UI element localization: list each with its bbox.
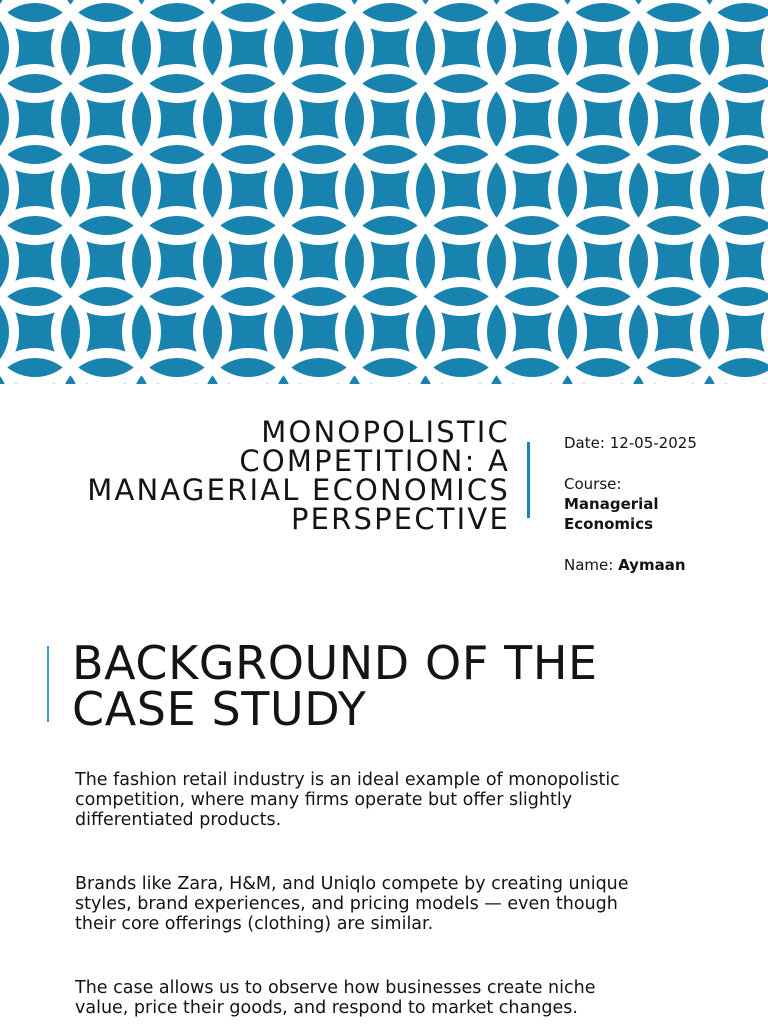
paragraph-line: value, price their goods, and respond to market changes. xyxy=(75,998,578,1018)
name-label: Name: xyxy=(564,556,614,573)
date-value: 12-05-2025 xyxy=(609,434,697,452)
course-value-line: Managerial xyxy=(564,495,659,513)
title-line: COMPETITION: A xyxy=(239,444,510,478)
heading-divider xyxy=(47,646,49,722)
date-line xyxy=(564,433,754,453)
heading-line: CASE STUDY xyxy=(72,682,367,736)
title-line: PERSPECTIVE xyxy=(290,502,510,536)
paragraph-line: differentiated products. xyxy=(75,810,282,830)
course-value xyxy=(564,494,754,534)
paragraph xyxy=(75,978,695,1018)
title-line: MONOPOLISTIC xyxy=(261,415,510,449)
title-divider xyxy=(527,442,530,518)
heading-line: BACKGROUND OF THE xyxy=(72,636,598,690)
background-slide xyxy=(0,598,768,1024)
paragraph-line: their core offerings (clothing) are similar. xyxy=(75,914,434,934)
paragraph-line: competition, where many firms operate but offer slightly xyxy=(75,790,573,810)
slide-heading xyxy=(72,636,712,736)
name-line xyxy=(564,555,754,573)
presentation-title xyxy=(40,415,510,536)
presentation-info xyxy=(564,433,754,573)
paragraph-line: The case allows us to observe how businesses create niche xyxy=(75,978,596,998)
title-line: MANAGERIAL ECONOMICS xyxy=(87,473,510,507)
name-value: Aymaan xyxy=(618,556,686,573)
course-label: Course: xyxy=(564,475,622,493)
circle-pattern-banner xyxy=(0,0,768,384)
paragraph xyxy=(75,770,695,830)
paragraph-line: Brands like Zara, H&M, and Uniqlo compete by creating unique xyxy=(75,874,629,894)
paragraph-line: styles, brand experiences, and pricing models — even though xyxy=(75,894,618,914)
paragraph xyxy=(75,874,695,934)
paragraph-line: The fashion retail industry is an ideal example of monopolistic xyxy=(75,770,620,790)
date-label: Date: xyxy=(564,434,605,452)
course-value-line: Economics xyxy=(564,515,654,533)
